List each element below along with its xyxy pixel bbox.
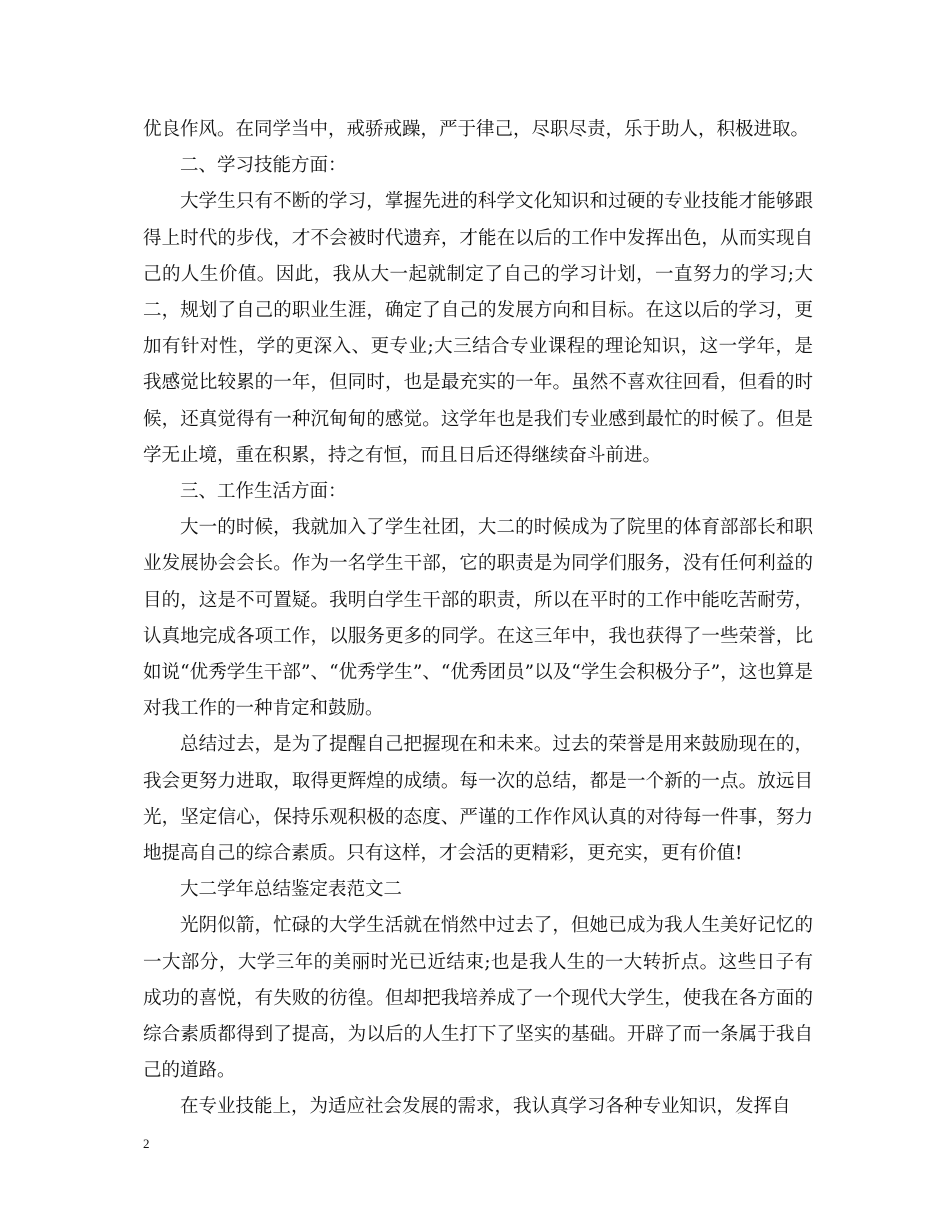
paragraph-summary: 总结过去，是为了提醒自己把握现在和未来。过去的荣誉是用来鼓励现在的，我会更努力进取，取得更辉煌的成绩。每一次的总结，都是一个新的一点。放远目光，坚定信心，保持乐观积极的态度、严谨的工作作风认真的对待每一件事，努力地提高自己的综合素质。只有这样，才会活的更精彩，更充实，更有价值! — [143, 734, 813, 865]
document-body — [143, 112, 813, 1126]
section-heading-sample-two: 大二学年总结鉴定表范文二 — [180, 879, 403, 901]
paragraph-time-flies: 光阴似箭，忙碌的大学生活就在悄然中过去了，但她已成为我人生美好记忆的一大部分，大学三年的美丽时光已近结束;也是我人生的一大转折点。这些日子有成功的喜悦，有失败的彷徨。但却把我培养成了一个现代大学生，使我在各方面的综合素质都得到了提高，为以后的人生打下了坚实的基础。开辟了而一条属于我自己的道路。 — [143, 915, 813, 1082]
section-heading-study-skills: 二、学习技能方面： — [180, 155, 347, 177]
section-heading-work-life: 三、工作生活方面： — [180, 481, 347, 503]
paragraph-study-skills: 大学生只有不断的学习，掌握先进的科学文化知识和过硬的专业技能才能够跟得上时代的步伐，才不会被时代遗弃，才能在以后的工作中发挥出色，从而实现自己的人生价值。因此，我从大一起就制定了自己的学习计划，一直努力的学习;大二，规划了自己的职业生涯，确定了自己的发展方向和目标。在这以后的学习，更加有针对性，学的更深入、更专业;大三结合专业课程的理论知识，这一学年，是我感觉比较累的一年，但同时，也是最充实的一年。虽然不喜欢往回看，但看的时候，还真觉得有一种沉甸甸的感觉。这学年也是我们专业感到最忙的时候了。但是学无止境，重在积累，持之有恒，而且日后还得继续奋斗前进。 — [143, 191, 813, 466]
paragraph-work-life: 大一的时候，我就加入了学生社团，大二的时候成为了院里的体育部部长和职业发展协会会长。作为一名学生干部，它的职责是为同学们服务，没有任何利益的目的，这是不可置疑。我明白学生干部的职责，所以在平时的工作中能吃苦耐劳，认真地完成各项工作，以服务更多的同学。在这三年中，我也获得了一些荣誉，比如说“优秀学生干部”、“优秀学生”、“优秀团员”以及“学生会积极分子”，这也算是对我工作的一种肯定和鼓励。 — [143, 517, 813, 720]
page-number: 2 — [143, 1136, 150, 1151]
paragraph-professional-skills: 在专业技能上，为适应社会发展的需求，我认真学习各种专业知识，发挥自 — [180, 1096, 791, 1118]
paragraph-1: 优良作风。在同学当中，戒骄戒躁，严于律己，尽职尽责，乐于助人，积极进取。 — [143, 119, 810, 140]
